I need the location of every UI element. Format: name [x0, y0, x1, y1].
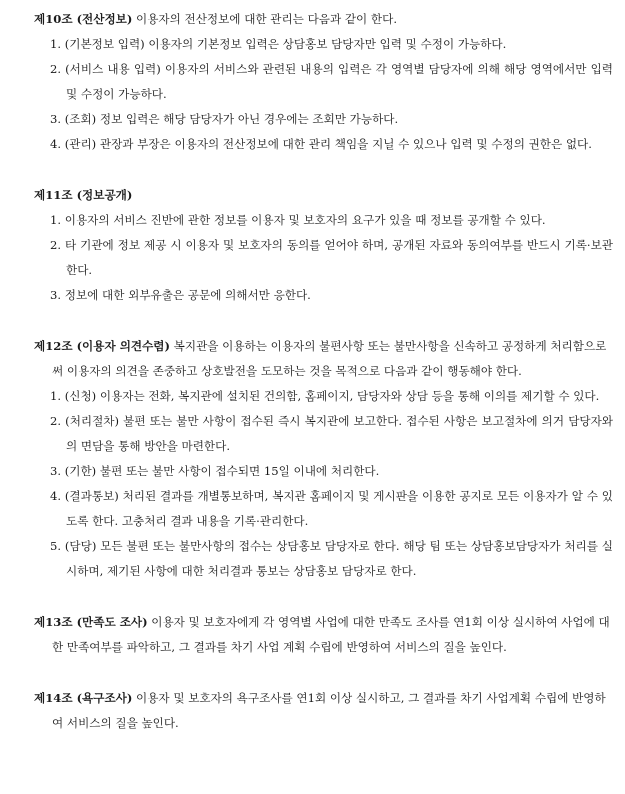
article-title: 제12조 (이용자 의견수렴)	[34, 339, 170, 353]
article-intro: 이용자 및 보호자에게 각 영역별 사업에 대한 만족도 조사를 연1회 이상 실시하여 사업에 대한 만족여부를 파악하고, 그 결과를 차기 사업 계획 수립에 반영하여 서비스의 질을 높인다.	[52, 615, 610, 654]
article-intro: 복지관을 이용하는 이용자의 불편사항 또는 불만사항을 신속하고 공정하게 처리함으로써 이용자의 의견을 존중하고 상호발전을 도모하는 것을 목적으로 다음과 같이 행동해야 한다.	[52, 339, 607, 378]
article-item: 2. (처리절차) 불편 또는 불만 사항이 접수된 즉시 복지관에 보고한다. 접수된 사항은 보고절차에 의거 담당자와의 면담을 통해 방안을 마련한다.	[50, 414, 613, 453]
article-heading	[34, 7, 613, 32]
article-item: 4. (관리) 관장과 부장은 이용자의 전산정보에 대한 관리 책임을 지닐 수 있으나 입력 및 수정의 권한은 없다.	[50, 137, 592, 151]
article-title: 제14조 (욕구조사)	[34, 691, 133, 705]
article-heading	[34, 686, 613, 736]
article-13	[34, 610, 613, 660]
article-title: 제13조 (만족도 조사)	[34, 615, 148, 629]
article-item: 3. 정보에 대한 외부유출은 공문에 의해서만 응한다.	[50, 288, 311, 302]
article-title: 제10조 (전산정보)	[34, 12, 133, 26]
article-heading	[34, 334, 613, 384]
article-item: 1. (기본정보 입력) 이용자의 기본정보 입력은 상담홍보 담당자만 입력 및 수정이 가능하다.	[50, 37, 507, 51]
article-11	[34, 183, 613, 308]
article-heading	[34, 183, 613, 208]
article-14	[34, 686, 613, 736]
article-intro: 이용자의 전산정보에 대한 관리는 다음과 같이 한다.	[132, 12, 398, 26]
article-item: 2. 타 기관에 정보 제공 시 이용자 및 보호자의 동의를 얻어야 하며, 공개된 자료와 동의여부를 반드시 기록·보관한다.	[50, 238, 613, 277]
article-item: 4. (결과통보) 처리된 결과를 개별통보하며, 복지관 홈페이지 및 게시판을 이용한 공지로 모든 이용자가 알 수 있도록 한다. 고충처리 결과 내용을 기록·관리한다.	[50, 489, 613, 528]
article-item: 2. (서비스 내용 입력) 이용자의 서비스와 관련된 내용의 입력은 각 영역별 담당자에 의해 해당 영역에서만 입력 및 수정이 가능하다.	[50, 62, 613, 101]
article-item: 1. (신청) 이용자는 전화, 복지관에 설치된 건의함, 홈페이지, 담당자와 상담 등을 통해 이의를 제기할 수 있다.	[50, 389, 600, 403]
article-item: 3. (기한) 불편 또는 불만 사항이 접수되면 15일 이내에 처리한다.	[50, 464, 380, 478]
article-intro: 이용자 및 보호자의 욕구조사를 연1회 이상 실시하고, 그 결과를 차기 사업계획 수립에 반영하여 서비스의 질을 높인다.	[52, 691, 606, 730]
article-12	[34, 334, 613, 584]
article-title: 제11조 (정보공개)	[34, 188, 133, 202]
article-item: 1. 이용자의 서비스 진반에 관한 정보를 이용자 및 보호자의 요구가 있을 때 정보를 공개할 수 있다.	[50, 213, 546, 227]
article-10	[34, 7, 613, 157]
article-item: 3. (조회) 정보 입력은 해당 담당자가 아닌 경우에는 조회만 가능하다.	[50, 112, 399, 126]
article-item: 5. (담당) 모든 불편 또는 불만사항의 접수는 상담홍보 담당자로 한다. 해당 팀 또는 상담홍보담당자가 처리를 실시하며, 제기된 사항에 대한 처리결과 통보는 상담홍보 담당자로 한다.	[50, 539, 613, 578]
article-heading	[34, 610, 613, 660]
